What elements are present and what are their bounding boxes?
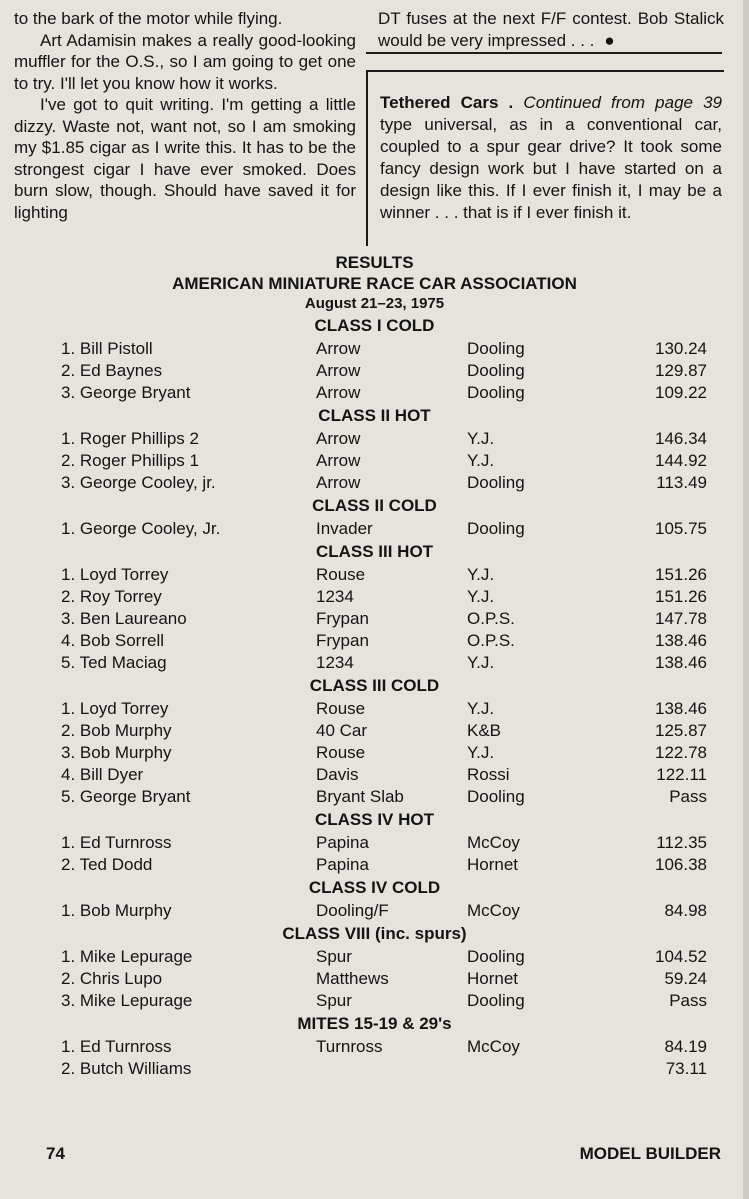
engine-name: Dooling [467,361,525,380]
car-name: Davis [316,765,359,784]
class-heading: MITES 15-19 & 29's [297,1014,452,1033]
engine-name: Dooling [467,991,525,1010]
speed-value: Pass [669,787,707,806]
class-heading: CLASS III HOT [315,542,434,561]
speed-value: 122.11 [656,765,707,784]
engine-name: Y.J. [467,653,495,672]
left-para-1: to the bark of the motor while flying. [14,9,283,28]
entrant-name: 1. Bill Pistoll [61,339,153,358]
car-name: Papina [316,833,369,852]
entrant-name: 1. Mike Lepurage [61,947,193,966]
car-name: Spur [316,991,352,1010]
result-row [0,450,749,472]
result-row [0,338,749,360]
result-row [0,968,749,990]
engine-name: Hornet [467,969,519,988]
speed-value: 113.49 [656,473,707,492]
result-row [0,764,749,786]
result-row [0,428,749,450]
entrant-name: 2. Bob Murphy [61,721,172,740]
car-name: Papina [316,855,369,874]
engine-name: Hornet [467,855,519,874]
entrant-name: 2. Chris Lupo [61,969,163,988]
car-name: 40 Car [316,721,368,740]
entrant-name: 1. Ed Turnross [61,1037,172,1056]
result-row [0,1058,749,1080]
result-row [0,742,749,764]
engine-name: McCoy [467,833,520,852]
class-heading: CLASS III COLD [309,676,440,695]
speed-value: 73.11 [665,1059,707,1078]
class-heading: CLASS II HOT [318,406,431,425]
result-row [0,832,749,854]
car-name: Spur [316,947,352,966]
results-section [0,252,749,1080]
car-name: Matthews [316,969,389,988]
entrant-name: 2. Ed Baynes [61,361,163,380]
entrant-name: 3. George Bryant [61,383,191,402]
speed-value: 125.87 [655,721,707,740]
end-mark-icon: ● [604,30,615,50]
speed-value: 105.75 [655,519,707,538]
engine-name: O.P.S. [467,609,515,628]
result-row [0,946,749,968]
box-heading: Tethered Cars . [380,93,514,112]
entrant-name: 1. Loyd Torrey [61,699,169,718]
column-rule [366,52,722,54]
engine-name: O.P.S. [467,631,515,650]
speed-value: 109.22 [655,383,707,402]
engine-name: K&B [467,721,502,740]
entrant-name: 5. George Bryant [61,787,191,806]
speed-value: 122.78 [655,743,707,762]
result-row [0,586,749,608]
right-column [378,8,724,51]
result-row [0,786,749,808]
speed-value: 144.92 [655,451,707,470]
car-name: Rouse [316,565,366,584]
car-name: Arrow [316,361,361,380]
entrant-name: 3. Bob Murphy [61,743,172,762]
speed-value: 84.19 [664,1037,707,1056]
car-name: Arrow [316,339,361,358]
engine-name: Dooling [467,339,525,358]
entrant-name: 4. Bill Dyer [61,765,144,784]
entrant-name: 2. Roger Phillips 1 [61,451,199,470]
result-row [0,564,749,586]
entrant-name: 2. Roy Torrey [61,587,162,606]
engine-name: Y.J. [467,451,495,470]
engine-name: Dooling [467,787,525,806]
speed-value: 106.38 [655,855,707,874]
continued-text [380,92,722,224]
speed-value: 129.87 [655,361,707,380]
entrant-name: 4. Bob Sorrell [61,631,164,650]
class-heading: CLASS IV COLD [308,878,441,897]
engine-name: Dooling [467,519,525,538]
entrant-name: 5. Ted Maciag [61,653,167,672]
speed-value: 151.26 [655,565,707,584]
results-org: AMERICAN MINIATURE RACE CAR ASSOCIATION [172,274,577,293]
class-heading: CLASS II COLD [312,496,437,515]
car-name: Invader [316,519,373,538]
right-para-1 [378,8,724,51]
car-name: Turnross [316,1037,383,1056]
result-row [0,382,749,404]
result-row [0,630,749,652]
entrant-name: 1. Roger Phillips 2 [61,429,199,448]
magazine-name: MODEL BUILDER [579,1144,721,1163]
results-classes [0,314,749,1080]
result-row [0,360,749,382]
engine-name: McCoy [467,901,520,920]
class-heading: CLASS IV HOT [314,810,434,829]
left-para-3: I've got to quit writing. I'm getting a little dizzy. Waste not, want not, so I am smoking my $1.85 cigar as I write this. It has to be the strongest cigar I have ever smoked. Does burn slow, though. Should have saved it for lighting [14,95,356,222]
speed-value: 138.46 [655,699,707,718]
car-name: Frypan [316,609,369,628]
entrant-name: 2. Ted Dodd [61,855,153,874]
box-body: type universal, as in a conventional car, coupled to a spur gear drive? It took some fancy design work but I have started on a design like this. If I ever finish it, I may be a winner . . . that is if I ever finish it. [380,115,722,222]
speed-value: 112.35 [656,833,707,852]
entrant-name: 3. Mike Lepurage [61,991,193,1010]
entrant-name: 1. Ed Turnross [61,833,172,852]
entrant-name: 1. George Cooley, Jr. [61,519,221,538]
result-row [0,720,749,742]
engine-name: Dooling [467,383,525,402]
car-name: Arrow [316,473,361,492]
car-name: Arrow [316,429,361,448]
engine-name: Dooling [467,947,525,966]
speed-value: 59.24 [664,969,707,988]
page-number: 74 [46,1144,65,1163]
car-name: 1234 [316,653,354,672]
results-dates: August 21–23, 1975 [304,295,445,312]
car-name: Rouse [316,743,366,762]
engine-name: Y.J. [467,699,495,718]
engine-name: Y.J. [467,565,495,584]
speed-value: 130.24 [655,339,707,358]
speed-value: 104.52 [655,947,707,966]
result-row [0,698,749,720]
result-row [0,608,749,630]
result-row [0,472,749,494]
result-row [0,652,749,674]
speed-value: 147.78 [655,609,707,628]
speed-value: 138.46 [655,631,707,650]
speed-value: 146.34 [655,429,707,448]
result-row [0,990,749,1012]
box-continued-label: Continued from page 39 [523,93,722,112]
result-row [0,1036,749,1058]
result-row [0,518,749,540]
entrant-name: 3. Ben Laureano [61,609,187,628]
car-name: Bryant Slab [316,787,404,806]
left-column [14,8,356,223]
engine-name: McCoy [467,1037,520,1056]
results-title: RESULTS [335,253,414,272]
speed-value: 138.46 [655,653,707,672]
engine-name: Y.J. [467,429,495,448]
page-edge [743,0,749,1199]
left-para-2: Art Adamisin makes a really good-looking muffler for the O.S., so I am going to get one to try. I'll let you know how it works. [14,30,356,93]
car-name: Arrow [316,383,361,402]
car-name: 1234 [316,587,354,606]
class-heading: CLASS I COLD [314,316,435,335]
entrant-name: 1. Bob Murphy [61,901,172,920]
class-heading: CLASS VIII (inc. spurs) [282,924,467,943]
engine-name: Dooling [467,473,525,492]
engine-name: Y.J. [467,587,495,606]
speed-value: 84.98 [664,901,707,920]
entrant-name: 2. Butch Williams [61,1059,192,1078]
entrant-name: 3. George Cooley, jr. [61,473,216,492]
result-row [0,854,749,876]
result-row [0,900,749,922]
car-name: Dooling/F [316,901,389,920]
car-name: Rouse [316,699,366,718]
engine-name: Y.J. [467,743,495,762]
car-name: Frypan [316,631,369,650]
entrant-name: 1. Loyd Torrey [61,565,169,584]
right-para-1-text: DT fuses at the next F/F contest. Bob Stalick would be very impressed . . . [378,9,724,50]
speed-value: Pass [669,991,707,1010]
car-name: Arrow [316,451,361,470]
engine-name: Rossi [467,765,510,784]
continued-box [380,92,722,224]
speed-value: 151.26 [655,587,707,606]
